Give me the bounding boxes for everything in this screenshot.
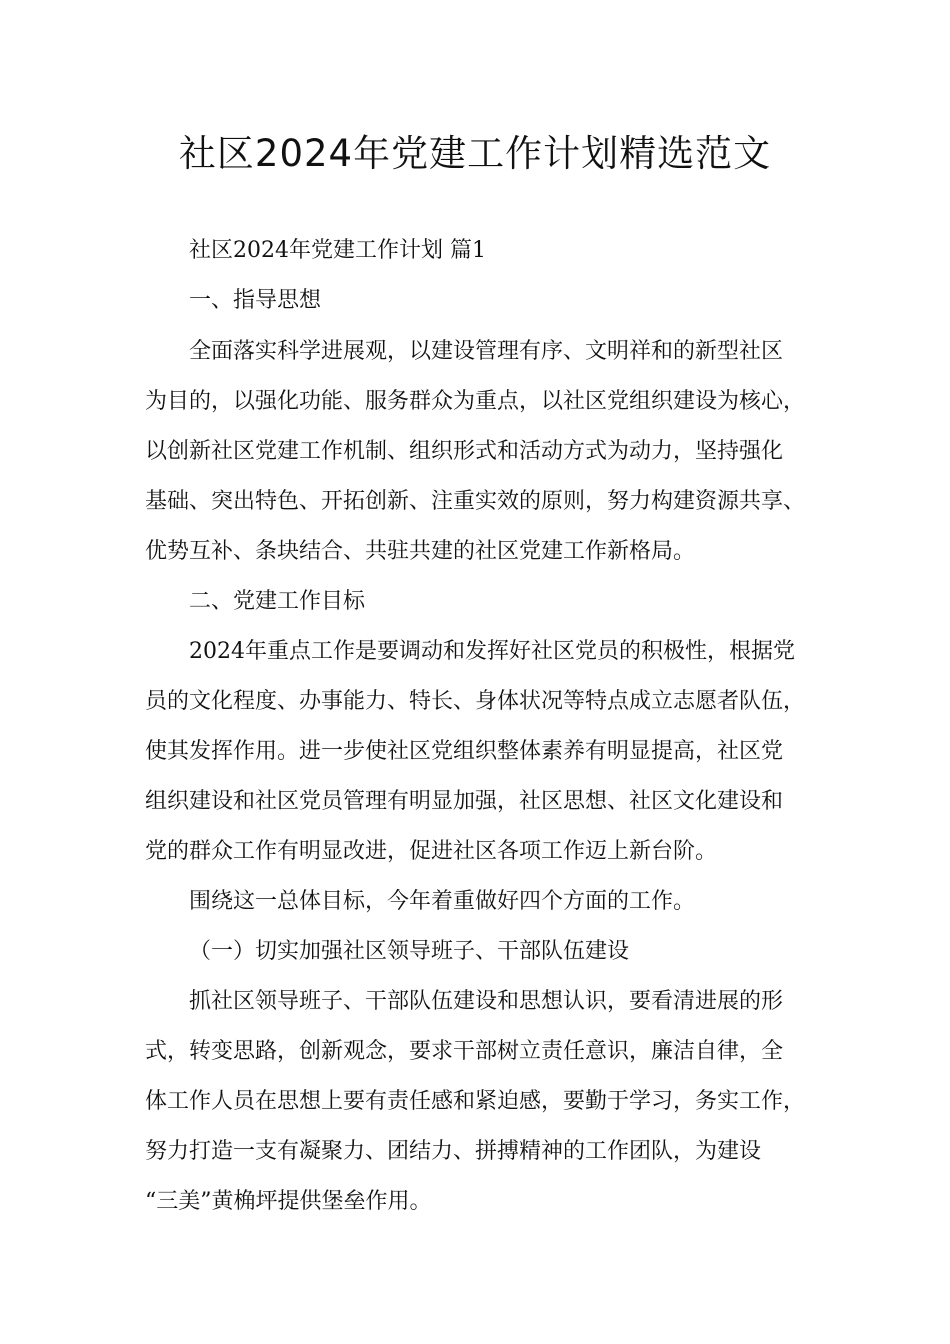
section-heading: 一、指导思想	[189, 288, 322, 313]
paragraph-line: “三美”黄桷坪提供堡垒作用。	[145, 1189, 432, 1214]
paragraph-line: 优势互补、条块结合、共驻共建的社区党建工作新格局。	[145, 539, 696, 564]
paragraph-line: 基础、突出特色、开拓创新、注重实效的原则，努力构建资源共享、	[145, 489, 806, 514]
paragraph-line: 党的群众工作有明显改进，促进社区各项工作迈上新台阶。	[145, 839, 718, 864]
paragraph-line: 抓社区领导班子、干部队伍建设和思想认识，要看清进展的形	[189, 989, 784, 1014]
paragraph-line: 努力打造一支有凝聚力、团结力、拼搏精神的工作团队，为建设	[145, 1139, 762, 1164]
paragraph-line: 全面落实科学进展观，以建设管理有序、文明祥和的新型社区	[189, 339, 784, 364]
paragraph-line: 为目的，以强化功能、服务群众为重点，以社区党组织建设为核心，	[145, 389, 806, 414]
paragraph-line: 围绕这一总体目标，今年着重做好四个方面的工作。	[189, 889, 696, 914]
paragraph-line: 式，转变思路，创新观念，要求干部树立责任意识，廉洁自律，全	[145, 1039, 784, 1064]
paragraph-line: 以创新社区党建工作机制、组织形式和活动方式为动力，坚持强化	[145, 439, 784, 464]
paragraph-line: 员的文化程度、办事能力、特长、身体状况等特点成立志愿者队伍，	[145, 689, 806, 714]
section-heading: 二、党建工作目标	[189, 589, 366, 614]
section-heading: 社区2024年党建工作计划 篇1	[189, 238, 486, 263]
subsection-heading: （一）切实加强社区领导班子、干部队伍建设	[189, 939, 630, 964]
paragraph-line: 体工作人员在思想上要有责任感和紧迫感，要勤于学习，务实工作，	[145, 1089, 806, 1114]
paragraph-line: 2024年重点工作是要调动和发挥好社区党员的积极性，根据党	[189, 639, 795, 664]
paragraph-line: 使其发挥作用。进一步使社区党组织整体素养有明显提高，社区党	[145, 739, 784, 764]
document-title: 社区2024年党建工作计划精选范文	[178, 132, 772, 175]
paragraph-line: 组织建设和社区党员管理有明显加强，社区思想、社区文化建设和	[145, 789, 784, 814]
